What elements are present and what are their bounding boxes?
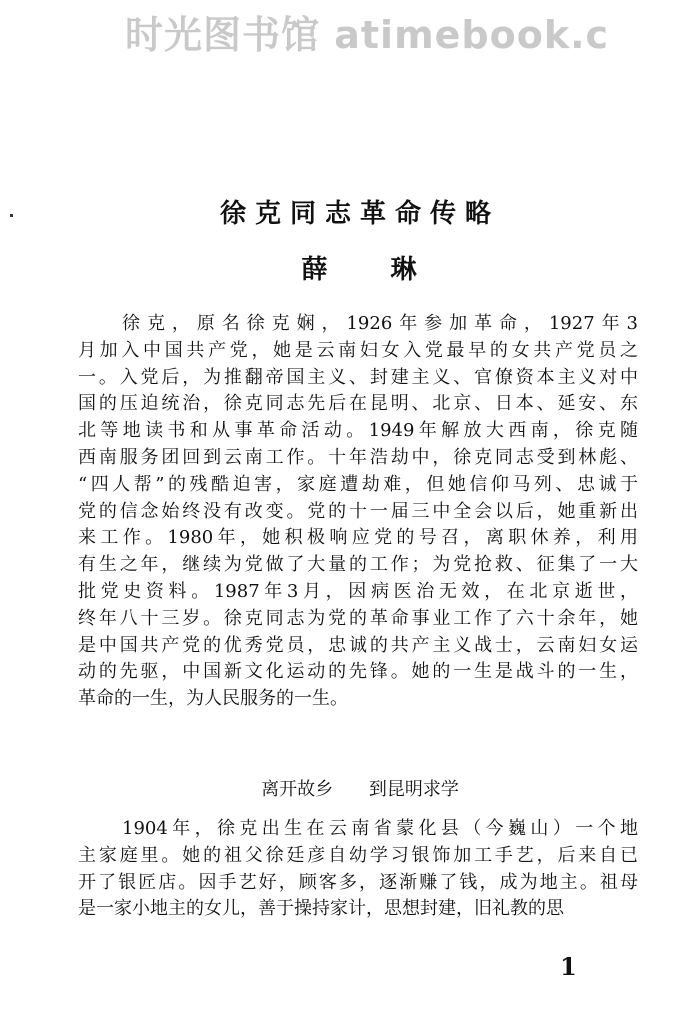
- text-line: 终年八十三岁。徐克同志为党的革命事业工作了六十余年，她: [78, 607, 638, 629]
- text-line: 动的先驱，中国新文化运动的先锋。她的一生是战斗的一生，: [78, 661, 638, 683]
- text-line: 来工作。1980年，她积极响应党的号召，离职休养，利用: [78, 527, 638, 549]
- text-line: 批党史资料。1987年3月，因病医治无效，在北京逝世，: [78, 580, 638, 602]
- text-line: 徐克，原名徐克娴，1926年参加革命，1927年3: [122, 313, 638, 334]
- text-line: 是一家小地主的女儿，善于操持家计，思想封建，旧礼教的思: [78, 898, 564, 920]
- text-line: 西南服务团回到云南工作。十年浩劫中，徐克同志受到林彪、: [78, 446, 638, 468]
- text-line: 一。入党后，为推翻帝国主义、封建主义、官僚资本主义对中: [78, 366, 638, 388]
- section-heading: 离开故乡 到昆明求学: [261, 779, 459, 800]
- text-line: 月加入中国共产党，她是云南妇女入党最早的女共产党员之: [78, 339, 638, 361]
- text-line: 1904年，徐克出生在云南省蒙化县（今巍山）一个地: [122, 818, 638, 839]
- text-line: 北等地读书和从事革命活动。1949年解放大西南，徐克随: [78, 420, 638, 442]
- watermark: 时光图书馆 atimebook.c: [125, 13, 610, 57]
- text-line: 革命的一生，为人民服务的一生。: [78, 688, 348, 710]
- intro-paragraph: [78, 311, 638, 713]
- text-line: 主家庭里。她的祖父徐廷彦自幼学习银饰加工手艺，后来自已: [78, 844, 638, 866]
- body-paragraph: [78, 816, 638, 923]
- text-line: “四人帮”的残酷迫害，家庭遭劫难，但她信仰马列、忠诚于: [78, 473, 638, 495]
- text-line: 国的压迫统治，徐克同志先后在昆明、北京、日本、延安、东: [78, 393, 638, 415]
- article-title: 徐克同志革命传略: [219, 199, 500, 229]
- text-line: 是中国共产党的优秀党员，忠诚的共产主义战士，云南妇女运: [78, 634, 638, 656]
- text-line: 党的信念始终没有改变。党的十一届三中全会以后，她重新出: [78, 500, 638, 522]
- text-line: 开了银匠店。因手艺好，顾客多，逐渐赚了钱，成为地主。祖母: [78, 871, 638, 893]
- page-number: 1: [560, 952, 577, 981]
- author-name: 薛 琳: [301, 255, 419, 285]
- text-line: 有生之年，继续为党做了大量的工作；为党抢救、征集了一大: [78, 554, 638, 576]
